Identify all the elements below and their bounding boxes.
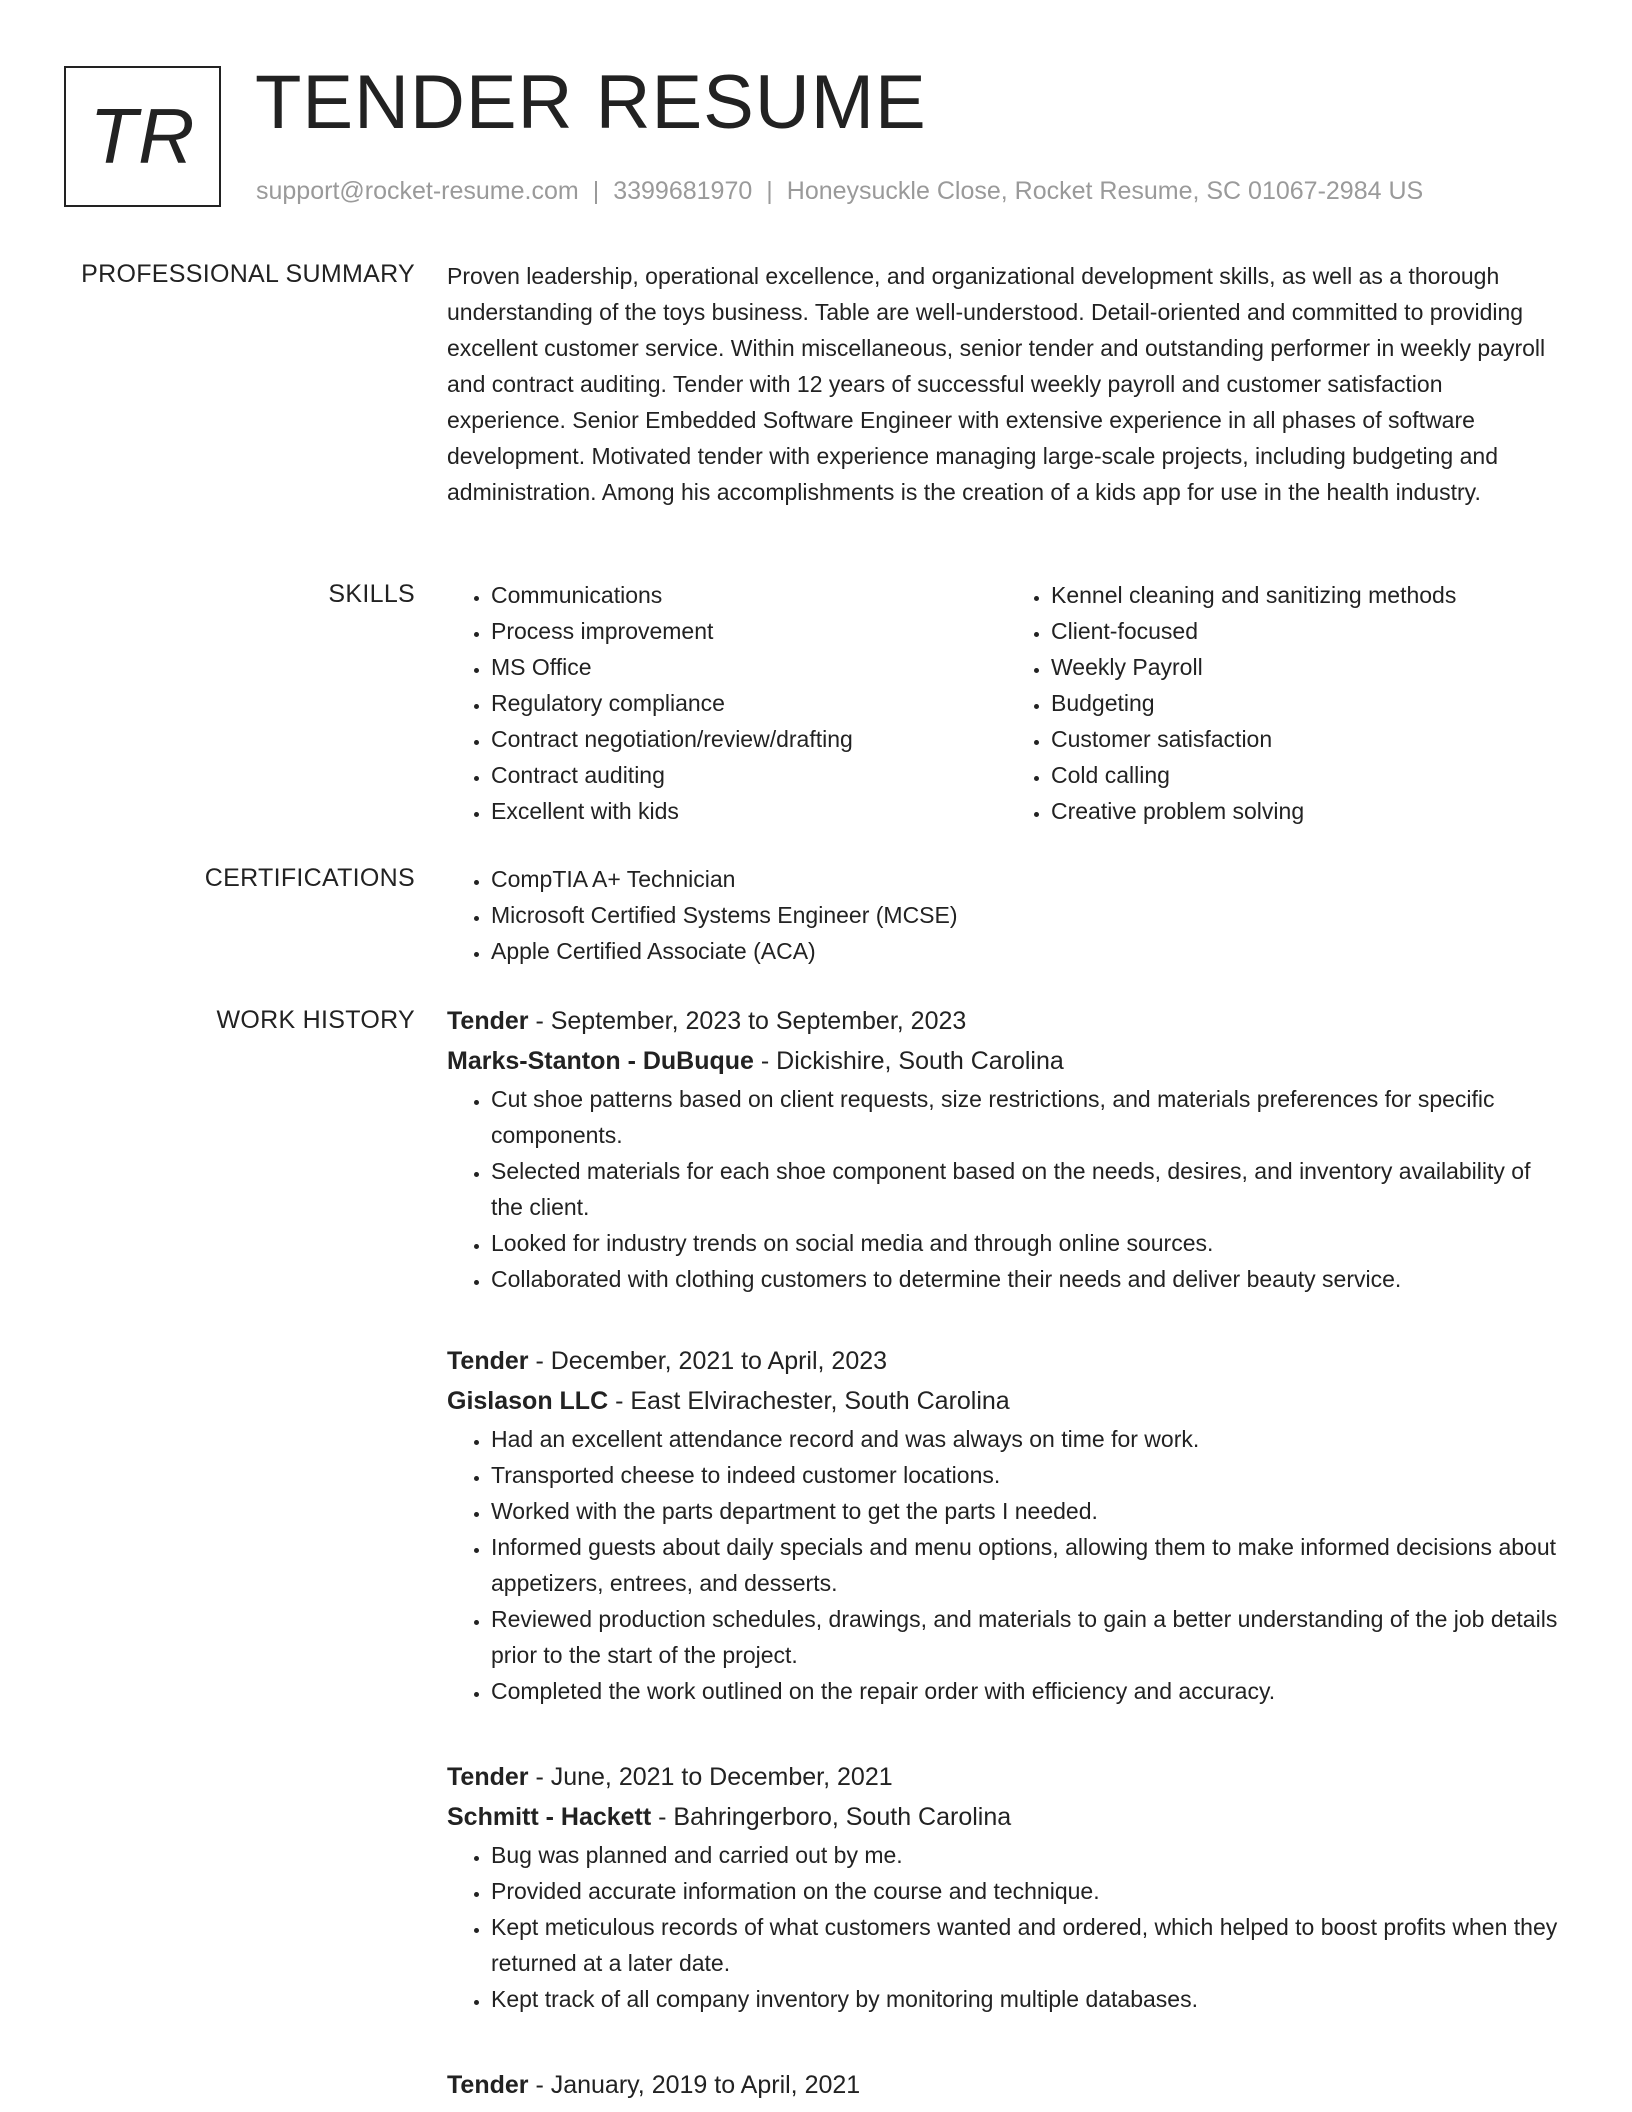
job-company-line <box>447 1041 1567 1081</box>
skill-item: • Contract auditing <box>491 757 1007 793</box>
job-duty: • Bug was planned and carried out by me. <box>491 1837 1567 1873</box>
job-duty: • Transported cheese to indeed customer locations. <box>491 1457 1567 1493</box>
job-entry <box>447 1341 1567 1709</box>
job-duties <box>447 1081 1567 1297</box>
candidate-name: TENDER RESUME <box>255 60 927 145</box>
certification-item: • Apple Certified Associate (ACA) <box>491 933 1567 969</box>
work-history-heading: WORK HISTORY <box>216 1006 415 1034</box>
certifications-list <box>447 861 1567 969</box>
job-company-line <box>447 1797 1567 1837</box>
job-title-line <box>447 1001 1567 1041</box>
job-duty: • Had an excellent attendance record and was always on time for work. <box>491 1421 1567 1457</box>
job-title-line <box>447 1757 1567 1797</box>
summary-section <box>447 258 1567 510</box>
skill-item: • Kennel cleaning and sanitizing methods <box>1051 577 1567 613</box>
job-title: Tender <box>447 1763 529 1791</box>
skill-item: • Client-focused <box>1051 613 1567 649</box>
skill-item: • Budgeting <box>1051 685 1567 721</box>
skill-item: • Creative problem solving <box>1051 793 1567 829</box>
job-dates: - September, 2023 to September, 2023 <box>528 1007 967 1035</box>
skill-item: • Weekly Payroll <box>1051 649 1567 685</box>
job-company: Gislason LLC <box>447 1387 609 1415</box>
certifications-heading: CERTIFICATIONS <box>204 864 415 892</box>
skill-item: • Cold calling <box>1051 757 1567 793</box>
job-duty: • Informed guests about daily specials and menu options, allowing them to make informed decisions about appetizers, entrees, and desserts. <box>491 1529 1567 1601</box>
job-duty: • Cut shoe patterns based on client requests, size restrictions, and materials preferences for specific components. <box>491 1081 1567 1153</box>
job-duty: • Worked with the parts department to get the parts I needed. <box>491 1493 1567 1529</box>
job-entry <box>447 2065 1567 2105</box>
job-dates: - December, 2021 to April, 2023 <box>528 1347 888 1375</box>
contact-address: Honeysuckle Close, Rocket Resume, SC 01067-2984 US <box>786 177 1424 205</box>
job-company: Marks-Stanton - DuBuque <box>447 1047 754 1075</box>
job-duty: • Provided accurate information on the course and technique. <box>491 1873 1567 1909</box>
summary-heading: PROFESSIONAL SUMMARY <box>81 260 415 288</box>
contact-line <box>256 174 1423 208</box>
job-duties <box>447 1837 1567 2017</box>
skill-item: • Customer satisfaction <box>1051 721 1567 757</box>
skill-item: • Excellent with kids <box>491 793 1007 829</box>
job-entry <box>447 1757 1567 2017</box>
contact-phone: 3399681970 <box>613 177 753 205</box>
skills-list-left <box>447 577 1007 829</box>
job-duty: • Collaborated with clothing customers to determine their needs and deliver beauty service. <box>491 1261 1567 1297</box>
job-title-line <box>447 1341 1567 1381</box>
monogram-initials: TR <box>89 92 196 180</box>
certification-item: • Microsoft Certified Systems Engineer (MCSE) <box>491 897 1567 933</box>
skill-item: • Contract negotiation/review/drafting <box>491 721 1007 757</box>
job-duty: • Reviewed production schedules, drawings, and materials to gain a better understanding of the job details prior to the start of the project. <box>491 1601 1567 1673</box>
job-duty: • Kept track of all company inventory by monitoring multiple databases. <box>491 1981 1567 2017</box>
job-company-line <box>447 1381 1567 1421</box>
contact-separator: | <box>592 177 600 205</box>
contact-email: support@rocket-resume.com <box>256 177 579 205</box>
skills-heading: SKILLS <box>328 580 415 608</box>
job-duty: • Kept meticulous records of what customers wanted and ordered, which helped to boost profits when they returned at a later date. <box>491 1909 1567 1981</box>
job-title-line <box>447 2065 1567 2105</box>
job-duties <box>447 1421 1567 1709</box>
skills-grid <box>447 577 1567 829</box>
contact-separator: | <box>766 177 773 205</box>
job-location: - Bahringerboro, South Carolina <box>651 1803 1012 1831</box>
job-company: Schmitt - Hackett <box>447 1803 652 1831</box>
job-duty: • Looked for industry trends on social media and through online sources. <box>491 1225 1567 1261</box>
certifications-section <box>447 861 1567 969</box>
job-title: Tender <box>447 1007 529 1035</box>
summary-text: Proven leadership, operational excellence, and organizational development skills, as well as a thorough understanding of the toys business. Table are well-understood. Detail-oriented and committed to providing excellent customer service. Within miscellaneous, senior tender and outstanding performer in weekly payroll and contract auditing. Tender with 12 years of successful weekly payroll and customer satisfaction experience. Senior Embedded Software Engineer with extensive experience in all phases of software development. Motivated tender with experience managing large-scale projects, including budgeting and administration. Among his accomplishments is the creation of a kids app for use in the health industry. <box>447 263 1546 505</box>
job-entry <box>447 1001 1567 1297</box>
job-title: Tender <box>447 2071 529 2099</box>
job-location: - East Elvirachester, South Carolina <box>608 1387 1010 1415</box>
job-dates: - June, 2021 to December, 2021 <box>528 1763 893 1791</box>
skill-item: • Regulatory compliance <box>491 685 1007 721</box>
job-title: Tender <box>447 1347 529 1375</box>
skill-item: • Communications <box>491 577 1007 613</box>
job-location: - Dickishire, South Carolina <box>753 1047 1064 1075</box>
job-duty: • Selected materials for each shoe component based on the needs, desires, and inventory availability of the client. <box>491 1153 1567 1225</box>
job-dates: - January, 2019 to April, 2021 <box>528 2071 861 2099</box>
skills-list-right <box>1007 577 1567 829</box>
skill-item: • Process improvement <box>491 613 1007 649</box>
skills-section <box>447 577 1567 829</box>
skill-item: • MS Office <box>491 649 1007 685</box>
monogram-box <box>64 66 221 207</box>
job-duty: • Completed the work outlined on the repair order with efficiency and accuracy. <box>491 1673 1567 1709</box>
certification-item: • CompTIA A+ Technician <box>491 861 1567 897</box>
